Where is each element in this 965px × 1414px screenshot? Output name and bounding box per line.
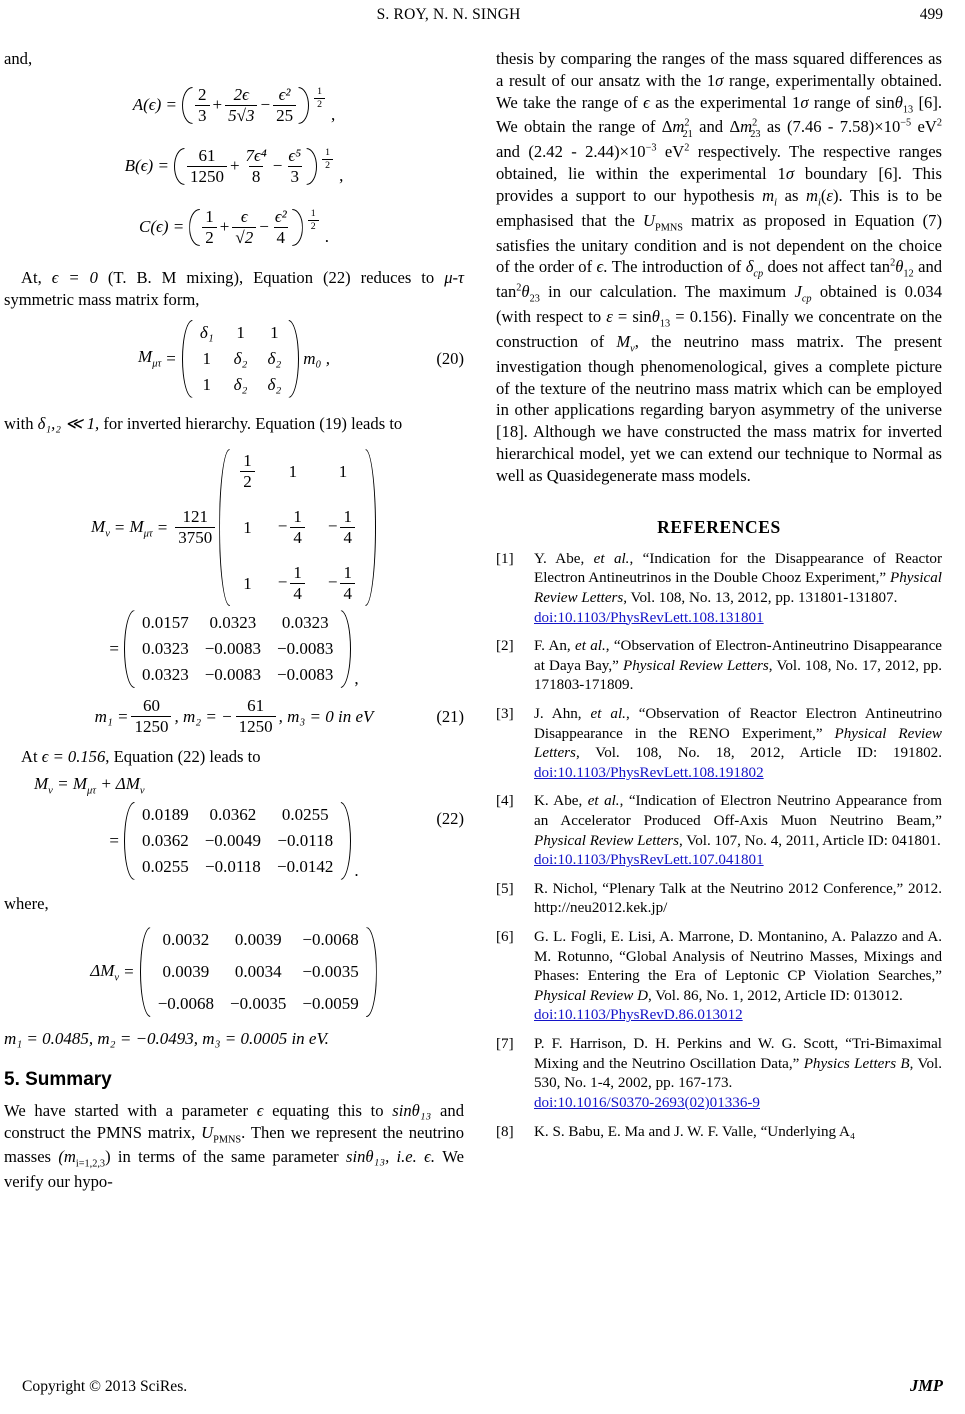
equation-22 <box>4 801 464 881</box>
seg-m: matrix as proposed in Equation (7) satisfies the unitary condition and is not dependent on the choice of the order of <box>496 210 942 277</box>
matrix-cell: 0.0039 <box>162 962 210 982</box>
m1-denominator: 1250 <box>131 716 171 736</box>
masses-line: m₁ = 0.0485, m₂ = −0.0493, m₃ = 0.0005 in eV. <box>4 1029 329 1049</box>
seg-d: range of <box>813 92 870 112</box>
equation-A-trailing: , <box>330 104 336 124</box>
seg-f: and <box>699 117 724 137</box>
seg-e: [6]. We obtain the range of <box>496 92 942 137</box>
m1-numerator: 60 <box>142 696 160 716</box>
seg-k: as <box>784 185 799 205</box>
term3 <box>272 208 290 247</box>
reference-number: [8] <box>496 1123 514 1140</box>
matrix-cell: 0.0323 <box>141 665 189 685</box>
value-range-1: $(7.46 - 7.58)\times 10^{-5}$ $eV^2$ <box>787 117 943 137</box>
matrix-cell: $\frac{1}{2}$ <box>237 452 258 491</box>
equation-22-matrix <box>134 801 341 881</box>
epsilon-symbol-2: ϵ <box>596 257 604 277</box>
equation-20-number: (20) <box>436 348 464 368</box>
seg-d: . Then we represent the neutrino masses <box>4 1122 464 1167</box>
seg-b: equating this to <box>272 1100 384 1120</box>
minus-operator-1: − <box>260 95 271 115</box>
term3-denominator: 4 <box>274 227 289 247</box>
seg-e: in terms of the same parameter <box>117 1147 339 1167</box>
equation-C-trailing: . <box>324 226 329 246</box>
seg-t: , the neutrino mass matrix. The present investigation though phenomenological, gives a complete picture of the texture of the neutrino mass matrix which can be employed in other applications regarding baryon asymmetry of the universe [18]. Although we have constructed the mass matrix for inverted hierarchical model, yet we can extend our technique to Normal as well as Quasidegenerate mass models. <box>496 331 942 485</box>
equation-21-block <box>4 697 464 736</box>
equation-Mnu-sum <box>34 774 464 796</box>
Mmutau: $M_{\mu\tau}$ <box>129 516 153 540</box>
reference-segment: , Vol. 86, No. 1, 2012, Article ID: 013012. <box>648 987 903 1004</box>
U-PMNS-symbol: $U_{PMNS}$ <box>201 1122 242 1145</box>
matrix-cell: 1 <box>243 573 252 593</box>
epsilon-value: ϵ = 0.156 <box>41 747 106 767</box>
reference-text <box>534 928 942 1026</box>
U-PMNS-symbol: $U_{PMNS}$ <box>643 210 683 234</box>
seg-s: ). Finally we concentrate on the construction of <box>496 307 942 351</box>
term1 <box>195 86 210 125</box>
reference-segment: R. Nichol, “Plenary Talk at the Neutrino 2012 Conference,” 2012. http://neu2012.kek.jp/ <box>534 880 942 917</box>
two-column-body <box>0 48 965 1338</box>
epsilon-symbol-second: ϵ. <box>424 1147 435 1167</box>
seg-b: range, experimentally obtained. We take the range of <box>496 70 942 112</box>
reference-segment: P. F. Harrison, D. H. Perkins and W. G. Scott, “Tri-Bimaximal Mixing and the Neutrino Oscillation Data,” <box>534 1036 942 1072</box>
matrix-cell: δ₂ <box>233 374 248 394</box>
epsilon-symbol: ϵ <box>256 1100 264 1120</box>
seg-h: and <box>496 142 520 162</box>
m-i-of-epsilon: $m_i(\varepsilon)$ <box>806 185 839 209</box>
right-paren <box>367 926 378 1018</box>
epsilon-value: ϵ = 0 <box>51 267 98 287</box>
equation-A-exponent: $\frac{1}{2}$ <box>311 87 328 111</box>
reference-italic-segment: et al. <box>587 793 620 810</box>
matrix-cell: 1 <box>243 517 252 537</box>
equation-20-matrix <box>192 319 289 399</box>
left-paren <box>181 86 192 125</box>
page-footer <box>0 1376 965 1396</box>
sigma-3: 1σ <box>777 164 795 184</box>
equation-20-lhs: $M_{\mu\tau}$ <box>138 347 162 370</box>
paragraph-epsilon-zero <box>4 267 464 311</box>
reference-text <box>534 792 942 870</box>
term3-denominator: 3 <box>288 166 303 186</box>
coefficient-fraction <box>175 508 215 547</box>
matrix-cell: 0.0362 <box>141 830 189 850</box>
coefficient-numerator: 121 <box>182 507 209 527</box>
equation-C-lhs: C(ϵ) = <box>139 217 185 237</box>
ie-abbrev: i.e. <box>396 1147 417 1167</box>
matrix-cell: 0.0323 <box>281 613 329 633</box>
seg-leads-to: , Equation (22) leads to <box>105 747 261 767</box>
sin-theta-13: sinθ₁₃ <box>392 1100 432 1120</box>
m-subscript-i: $m_i$ <box>762 185 777 209</box>
mu-tau-symbol: μ-τ <box>444 267 464 287</box>
seg-inverted-hierarchy: for inverted hierarchy. Equation (19) leads to <box>103 413 403 433</box>
term3-numerator: ϵ⁵ <box>288 145 302 165</box>
reference-text <box>534 637 942 696</box>
reference-segment: K. Abe, <box>534 793 588 810</box>
equation-Mnu-numeric <box>4 609 464 689</box>
left-paren <box>123 801 134 881</box>
equals-sign-1: = <box>114 517 125 537</box>
term2-numerator: 7ϵ⁴ <box>245 145 267 165</box>
reference-segment: G. L. Fogli, E. Lisi, A. Marrone, D. Montanino, A. Palazzo and A. M. Rotunno, “Global Analysis of Neutrino Masses, Mixings and Phases: Entering the Era of Leptonic CP Violation Searches,” <box>534 929 942 985</box>
equation-C-exponent: $\frac{1}{2}$ <box>305 209 322 233</box>
summary-heading: 5. Summary <box>4 1068 112 1090</box>
seg-l: . This is to be emphasised that the <box>496 185 942 230</box>
right-column <box>482 48 964 1338</box>
running-head-page-number: 499 <box>919 6 943 23</box>
reference-segment: , Vol. 530, No. 1-4, 2002, pp. 167-173. <box>534 1055 942 1092</box>
seg-q: in our calculation. The maximum <box>548 282 787 302</box>
value-range-2: $(2.42 - 2.44)\times 10^{-3}$ $eV^2$ <box>528 142 690 162</box>
equation-20-post: m₀ , <box>303 348 330 368</box>
delta-Mnu-matrix-wrap <box>139 926 378 1018</box>
right-paren <box>289 319 300 399</box>
doi-link[interactable]: doi:10.1103/PhysRevLett.108.191802 <box>534 764 764 781</box>
references-heading: REFERENCES <box>657 516 781 537</box>
epsilon-symbol: ϵ <box>643 92 650 112</box>
reference-italic-segment: Physical Review D <box>534 987 648 1004</box>
equation-A <box>4 86 464 125</box>
doi-link[interactable]: doi:10.1103/PhysRevLett.107.041801 <box>534 852 764 869</box>
sin-theta-13: sinθ$_{13}$ <box>875 92 914 115</box>
reference-number: [3] <box>496 705 514 722</box>
equation-A-lhs: A(ϵ) = <box>132 95 178 115</box>
J-cp-symbol: $J_{cp}$ <box>794 282 812 305</box>
reference-italic-segment: Physical Review Letters <box>534 832 680 849</box>
equals-sign: = <box>166 348 176 368</box>
seg-c: as the experimental <box>655 92 787 112</box>
reference-segment: , Vol. 108, No. 13, 2012, pp. 131801-131807. <box>623 589 898 606</box>
seg-with: with <box>4 413 34 433</box>
plus-operator-1: + <box>229 156 240 176</box>
m2-denominator: 1250 <box>236 716 276 736</box>
term3-numerator: ϵ² <box>278 84 291 104</box>
seg-n: . The introduction of <box>603 257 742 277</box>
reference-segment: , Vol. 108, No. 17, 2012, pp. 171803-171809. <box>534 657 942 694</box>
term1-denominator: 2 <box>202 227 217 247</box>
reference-item <box>496 1123 942 1143</box>
doi-link[interactable]: doi:10.1016/S0370-2693(02)01336-9 <box>534 1094 760 1111</box>
equals-sign: = <box>109 639 119 659</box>
coefficient-denominator: 3750 <box>175 527 215 547</box>
sigma-2: 1σ <box>792 92 809 112</box>
plus-operator-1: + <box>219 217 230 237</box>
matrix-cell: −0.0049 <box>204 830 262 850</box>
seg-f: We verify our hypo- <box>4 1147 464 1192</box>
equation-B-trailing: , <box>339 165 344 185</box>
trailing-comma: , <box>354 669 359 689</box>
matrix-cell: −0.0068 <box>157 994 215 1014</box>
equals-sign: = <box>124 962 134 982</box>
Mnu-matrix-wrap <box>218 448 377 607</box>
reference-number: [1] <box>496 550 514 567</box>
reference-item <box>496 792 942 870</box>
m1-lhs: m₁ = <box>94 706 129 726</box>
seg-a: thesis by comparing the ranges of the mass squared differences as a result of our ansatz with the <box>496 49 942 90</box>
term1 <box>187 147 227 186</box>
and-label: and, <box>4 49 33 68</box>
delta-cp-symbol: $\delta_{cp}$ <box>745 257 764 280</box>
sin-theta-13-second: sinθ₁₃, <box>346 1147 390 1167</box>
matrix-cell: −0.0083 <box>204 639 262 659</box>
paragraph-epsilon-156 <box>4 746 464 768</box>
matrix-cell: − $\frac{1}{4}$ <box>278 508 308 547</box>
tan-squared-theta-12: $\tan^2\theta_{12}$ <box>869 257 914 280</box>
journal-abbreviation: JMP <box>910 1376 943 1395</box>
epsilon-equals-value: ε = sinθ$_{13}$ = 0.156 <box>606 307 728 330</box>
equation-21 <box>4 697 464 736</box>
equation-B-exponent: $\frac{1}{2}$ <box>319 148 336 172</box>
reference-number: [4] <box>496 793 514 810</box>
seg-tbm: (T. B. M mixing), Equation (22) reduces to <box>107 267 435 287</box>
matrix-cell: 0.0032 <box>162 930 210 950</box>
term3 <box>285 147 304 186</box>
summary-paragraph <box>4 1100 464 1193</box>
sigma-1: 1σ <box>706 70 724 90</box>
m1-fraction <box>131 697 171 736</box>
reference-italic-segment: Physics Letters B <box>803 1055 910 1072</box>
seg-c: and construct the PMNS matrix, <box>4 1100 465 1142</box>
seg-g: as <box>766 117 781 137</box>
equation-Mnu-fraction <box>4 448 464 607</box>
Mnu-fraction-matrix <box>229 448 366 607</box>
term1-denominator: 3 <box>195 105 210 125</box>
matrix-cell: −0.0035 <box>302 962 359 982</box>
equals-sign-2: = <box>157 517 168 537</box>
term2-numerator: 2ϵ <box>233 84 249 104</box>
matrix-cell: 0.0323 <box>209 613 257 633</box>
term1 <box>202 208 217 247</box>
equation-22-matrix-wrap <box>123 801 352 881</box>
left-paren <box>173 147 184 186</box>
delta-condition: δ₁,₂ ≪ 1, <box>37 413 100 433</box>
matrix-cell: 0.0362 <box>209 804 257 824</box>
reference-italic-segment: et al. <box>575 638 606 655</box>
matrix-cell: 0.0255 <box>281 804 329 824</box>
doi-link[interactable]: doi:10.1103/PhysRevD.86.013012 <box>534 1007 743 1024</box>
m3-value: , m₃ = 0 in eV <box>278 706 374 726</box>
seg-a: We have started with a parameter <box>4 1100 248 1120</box>
matrix-cell: −0.0083 <box>277 639 334 659</box>
reference-item <box>496 928 942 1026</box>
matrix-cell: δ₁ <box>199 322 214 342</box>
reference-segment: , “Indication of Electron Neutrino Appearance from an Accelerator Produced Off-Axis Muon Neutrino Beam,” <box>534 793 943 829</box>
equals-sign: = <box>109 830 119 850</box>
matrix-cell: −0.0068 <box>302 930 359 950</box>
reference-segment: , Vol. 107, No. 4, 2011, Article ID: 041801. <box>679 832 941 849</box>
left-paren <box>139 926 150 1018</box>
equation-21-number: (21) <box>436 706 464 726</box>
equation-B-rhs <box>173 147 336 186</box>
copyright-notice: Copyright © 2013 SciRes. <box>22 1378 188 1395</box>
equation-delta-Mnu <box>4 926 464 1018</box>
matrix-cell: − $\frac{1}{4}$ <box>278 564 308 603</box>
reference-text <box>534 1123 942 1143</box>
matrix-cell: −0.0083 <box>277 665 334 685</box>
Mnu-numeric-wrap <box>123 609 352 689</box>
equation-20-matrix-wrap <box>181 319 300 399</box>
seg-p: and <box>918 257 943 277</box>
matrix-cell: 0.0157 <box>141 613 189 633</box>
matrix-cell: −0.0118 <box>277 830 334 850</box>
term3 <box>273 86 296 125</box>
reference-text <box>534 880 942 919</box>
reference-italic-segment: Physical Review Letters <box>534 570 942 606</box>
minus-operator-1: − <box>272 156 283 176</box>
m2-numerator: 61 <box>247 696 265 716</box>
seg-at: At, <box>21 267 42 287</box>
matrix-cell: 1 <box>288 461 298 481</box>
running-head <box>0 6 965 28</box>
matrix-cell: 0.0039 <box>234 930 282 950</box>
term2-denominator: 8 <box>249 166 264 186</box>
reference-text <box>534 550 942 628</box>
Mnu-lhs: $M_\nu$ <box>91 516 110 540</box>
matrix-cell: 1 <box>236 322 245 342</box>
term1-numerator: 1 <box>205 206 214 226</box>
left-column <box>0 48 482 1338</box>
reference-segment: , “Observation of Reactor Electron Antineutrino Disappearance in the RENO Experiment,” <box>534 705 942 742</box>
reference-item <box>496 637 942 696</box>
minus-operator-1: − <box>259 217 269 237</box>
reference-item <box>496 705 942 783</box>
term2 <box>225 86 257 125</box>
m2-lhs: , m₂ = − <box>174 706 233 726</box>
reference-segment: J. Ahn, <box>534 705 591 722</box>
equation-B <box>4 147 464 186</box>
m2-fraction <box>236 697 276 736</box>
reference-segment: , “Observation of Electron-Antineutrino Disappearance at Daya Bay,” <box>534 638 942 674</box>
reference-number: [6] <box>496 929 514 946</box>
equation-C-rhs <box>188 208 321 247</box>
right-paren <box>307 147 318 186</box>
running-head-authors: S. ROY, N. N. SINGH <box>376 6 521 23</box>
reference-text <box>534 705 942 783</box>
equation-C <box>4 208 464 247</box>
reference-italic-segment: Physical Review Letters <box>623 657 769 674</box>
matrix-cell: −0.0142 <box>277 856 334 876</box>
left-paren <box>123 609 134 689</box>
seg-j: boundary [6]. This provides a support to our hypothesis <box>496 164 942 205</box>
left-paren <box>188 208 199 247</box>
references-list <box>496 550 942 1142</box>
left-paren <box>181 319 192 399</box>
matrix-cell: δ₂ <box>233 348 248 368</box>
equation-22-number: (22) <box>436 808 464 828</box>
seg-i: respectively. The respective ranges obtained, lie within the experimental <box>496 142 943 184</box>
term2-denominator: 5√3 <box>225 105 257 125</box>
matrix-cell: δ₂ <box>267 374 282 394</box>
reference-item <box>496 550 942 628</box>
reference-segment: F. An, <box>534 638 576 655</box>
matrix-cell: −0.0035 <box>230 994 287 1014</box>
reference-italic-segment: et al. <box>590 705 626 722</box>
matrix-cell: 1 <box>202 348 211 368</box>
equation-22-block <box>4 801 464 881</box>
right-paren <box>366 448 377 607</box>
reference-number: [2] <box>496 638 514 655</box>
matrix-cell: −0.0118 <box>205 856 261 876</box>
equation-B-lhs: B(ϵ) = <box>124 156 169 176</box>
trailing-period: . <box>354 860 359 880</box>
Mnu-numeric-matrix <box>134 609 341 689</box>
reference-item <box>496 1035 942 1113</box>
reference-segment: , “Indication for the Disappearance of Reactor Electron Antineutrinos in the Double Chooz Experiment,” <box>534 550 942 587</box>
reference-text <box>534 1035 942 1113</box>
where-label: where, <box>4 893 49 913</box>
equation-A-rhs <box>181 86 328 125</box>
seg-o: does not affect <box>767 257 866 277</box>
term2 <box>243 147 270 186</box>
matrix-cell: 0.0189 <box>141 804 189 824</box>
reference-segment: Y. Abe, <box>534 550 594 567</box>
term1-denominator: 1250 <box>187 166 227 186</box>
matrix-cell: − $\frac{1}{4}$ <box>328 508 358 547</box>
matrix-cell: − $\frac{1}{4}$ <box>328 564 358 603</box>
matrix-cell: 0.0255 <box>141 856 189 876</box>
term3-numerator: ϵ² <box>274 206 287 226</box>
matrix-cell: 1 <box>270 322 279 342</box>
term2 <box>232 208 256 247</box>
right-paren <box>299 86 310 125</box>
seg-symmetric: symmetric mass matrix form, <box>4 289 200 309</box>
equation-20 <box>4 319 464 399</box>
seg-r: obtained is 0.034 (with respect to <box>496 282 943 327</box>
paragraph-delta-condition <box>4 413 464 435</box>
right-paren <box>341 609 352 689</box>
reference-number: [7] <box>496 1036 514 1053</box>
reference-number: [5] <box>496 880 514 897</box>
left-paren <box>218 448 229 607</box>
reference-segment: K. S. Babu, E. Ma and J. W. F. Valle, “Underlying A₄ <box>534 1123 856 1140</box>
matrix-cell: 0.0034 <box>234 962 282 982</box>
delta-m-squared-21: $\Delta m^2_{21}$ <box>661 117 693 140</box>
matrix-cell: −0.0059 <box>302 994 359 1014</box>
term1-numerator: 2 <box>198 84 207 104</box>
seg-at: At <box>21 747 38 767</box>
delta-m-squared-23: $\Delta m^2_{23}$ <box>729 117 761 140</box>
matrix-cell: −0.0083 <box>204 665 262 685</box>
term3-denominator: 25 <box>273 105 296 125</box>
term2-denominator: √2 <box>232 227 256 247</box>
equation-20-block <box>4 319 464 399</box>
tan-squared-theta-23: $\tan^2\theta_{23}$ <box>496 282 540 305</box>
plus-operator-1: + <box>212 95 223 115</box>
M-nu-symbol: $M_\nu$ <box>616 331 635 355</box>
term2-numerator: ϵ <box>240 206 248 226</box>
reference-italic-segment: Physical Review Letters <box>534 725 942 762</box>
delta-Mnu-lhs: $\Delta M_\nu$ <box>90 961 120 984</box>
right-paren <box>293 208 304 247</box>
right-paren <box>341 801 352 881</box>
matrix-cell: 0.0323 <box>141 639 189 659</box>
matrix-cell: δ₂ <box>267 348 282 368</box>
mass-index-symbol: $(m_{i=1,2,3})$ <box>58 1147 111 1170</box>
matrix-cell: 1 <box>202 374 211 394</box>
term1-numerator: 61 <box>198 145 216 165</box>
Mnu-sum-expression: $M_\nu = M_{\mu\tau} + \Delta M_\nu$ <box>34 774 145 797</box>
doi-link[interactable]: doi:10.1103/PhysRevLett.108.131801 <box>534 609 764 626</box>
reference-item <box>496 880 942 919</box>
reference-segment: , Vol. 108, No. 18, 2012, Article ID: 191802. <box>575 745 942 762</box>
discussion-paragraph <box>496 48 942 487</box>
matrix-cell: 1 <box>338 461 348 481</box>
delta-Mnu-matrix <box>150 926 367 1018</box>
reference-italic-segment: et al. <box>593 550 630 567</box>
